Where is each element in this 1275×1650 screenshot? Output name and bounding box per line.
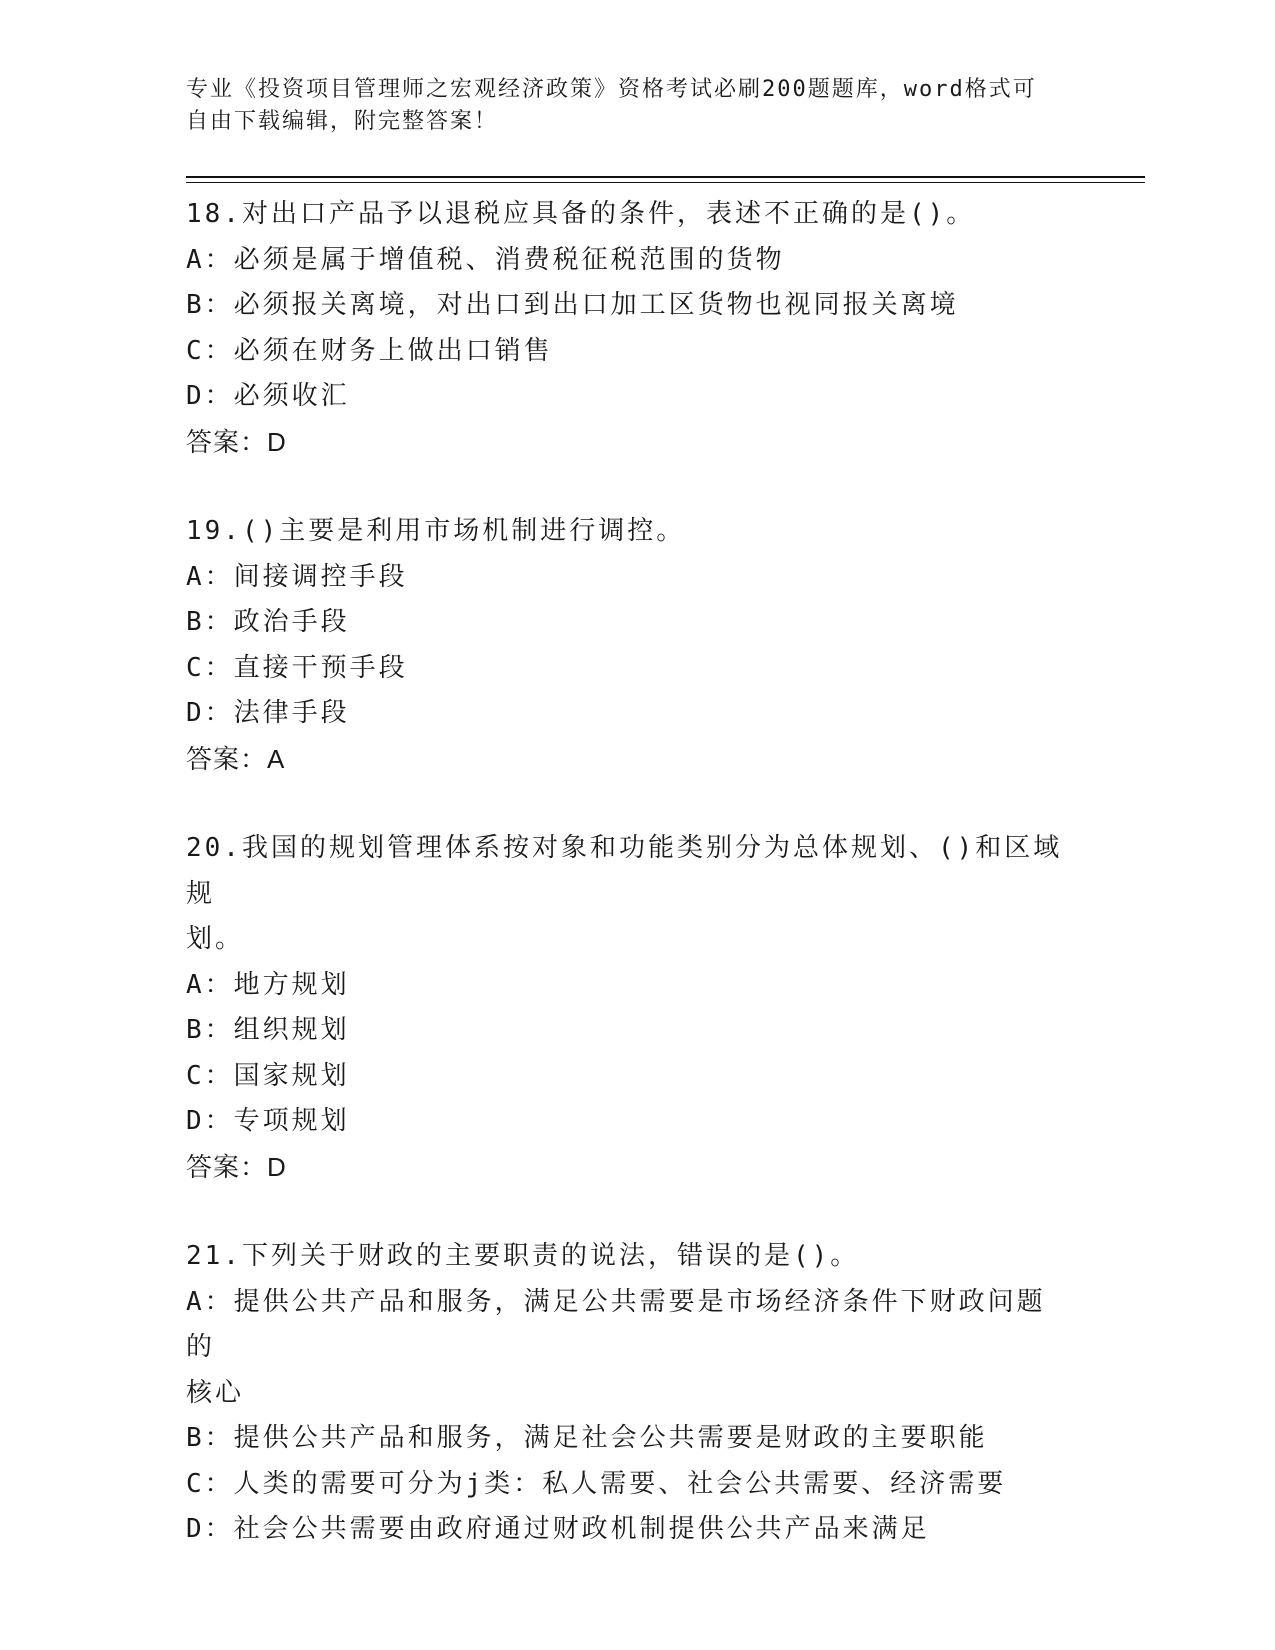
answer-option: B：必须报关离境，对出口到出口加工区货物也视同报关离境	[186, 290, 959, 320]
question-stem: 划。	[186, 924, 245, 954]
answer-key: 答案：D	[186, 1151, 287, 1182]
answer-option: B：政治手段	[186, 607, 350, 637]
answer-option: D：社会公共需要由政府通过财政机制提供公共产品来满足	[186, 1514, 930, 1544]
question-block	[186, 509, 1066, 782]
answer-option: C：必须在财务上做出口销售	[186, 335, 553, 366]
question-block	[186, 192, 1066, 465]
answer-key: 答案：A	[186, 743, 286, 774]
answer-option: A：间接调控手段	[186, 561, 408, 592]
question-stem: 18.对出口产品予以退税应具备的条件，表述不正确的是()。	[186, 199, 976, 229]
question-list	[186, 192, 1066, 1597]
answer-option: A：提供公共产品和服务，满足公共需要是市场经济条件下财政问题的	[186, 1286, 1046, 1362]
header-line-2: 自由下载编辑，附完整答案！	[186, 109, 499, 134]
answer-option: B：组织规划	[186, 1015, 350, 1045]
answer-key: 答案：D	[186, 426, 287, 457]
answer-option: D：专项规划	[186, 1106, 350, 1136]
answer-option: A：必须是属于增值税、消费税征税范围的货物	[186, 244, 785, 275]
question-stem: 21.下列关于财政的主要职责的说法，错误的是()。	[186, 1241, 860, 1271]
header-line-1: 专业《投资项目管理师之宏观经济政策》资格考试必刷200题题库，word格式可	[186, 77, 1037, 102]
answer-option: D：必须收汇	[186, 381, 350, 411]
answer-option: C：人类的需要可分为j类：私人需要、社会公共需要、经济需要	[186, 1468, 1007, 1499]
question-stem: 20.我国的规划管理体系按对象和功能类别分为总体规划、()和区域规	[186, 833, 1063, 909]
answer-option: D：法律手段	[186, 698, 350, 728]
header-divider-thick	[186, 176, 1145, 178]
question-block	[186, 826, 1066, 1190]
answer-option: C：国家规划	[186, 1060, 350, 1091]
answer-option: 核心	[186, 1377, 245, 1408]
question-stem: 19.()主要是利用市场机制进行调控。	[186, 516, 686, 546]
answer-option: B：提供公共产品和服务，满足社会公共需要是财政的主要职能	[186, 1423, 988, 1453]
document-header	[186, 74, 1066, 138]
answer-option: A：地方规划	[186, 969, 350, 1000]
answer-option: C：直接干预手段	[186, 652, 408, 683]
question-block	[186, 1234, 1066, 1553]
header-divider-thin	[186, 182, 1145, 183]
